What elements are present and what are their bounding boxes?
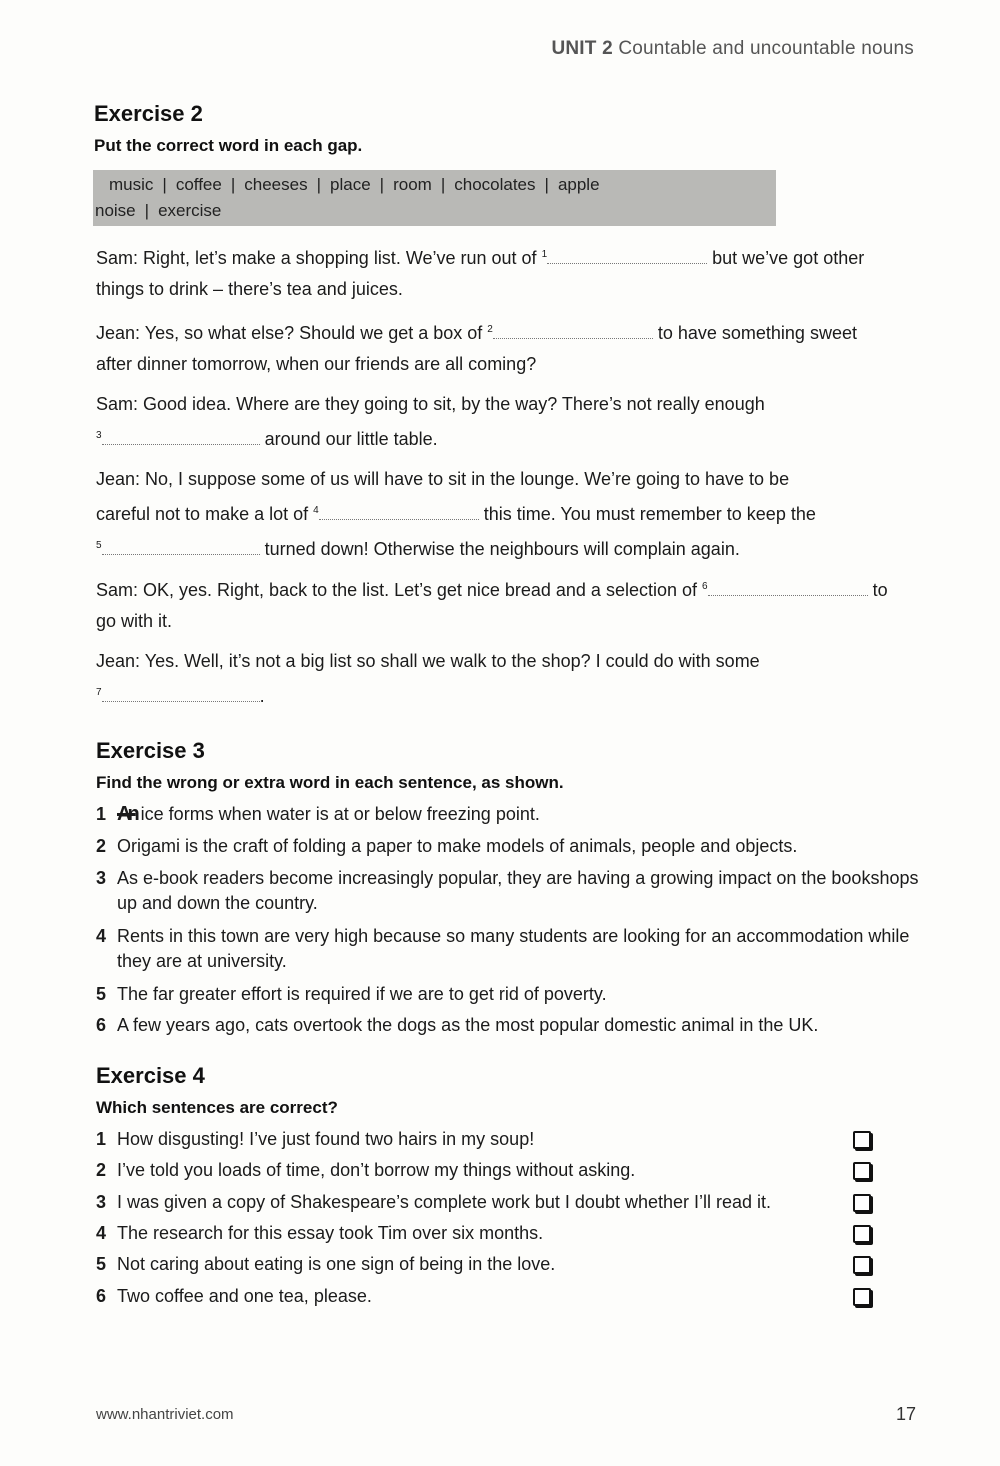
word-box-row-2: noise | exercise <box>95 201 222 220</box>
item-text: Rents in this town are very high because so many students are looking for an accommodation while they are at university. <box>117 926 910 971</box>
checkbox[interactable] <box>853 1225 871 1243</box>
item-text: ice forms when water is at or below freezing point. <box>135 804 540 824</box>
item-number: 4 <box>96 926 107 946</box>
text: Sam: OK, yes. Right, back to the list. Let’s get nice bread and a selection of <box>96 580 702 600</box>
item-number: 5 <box>96 1254 107 1274</box>
word-exercise: exercise <box>158 201 222 220</box>
exercise-4-title: Exercise 4 <box>96 1063 205 1088</box>
unit-title: Countable and uncountable nouns <box>618 38 914 59</box>
item-text: The far greater effort is required if we are to get rid of poverty. <box>117 984 607 1004</box>
text: careful not to make a lot of <box>96 504 314 524</box>
item-number: 2 <box>96 1160 107 1180</box>
dialogue-jean-1 <box>96 314 916 380</box>
item-number: 1 <box>96 1129 107 1149</box>
gap-2[interactable] <box>493 322 653 339</box>
item-text: Not caring about eating is one sign of being in the love. <box>117 1254 556 1274</box>
gap-number: 6 <box>702 581 708 592</box>
text: but we’ve got other <box>707 248 865 268</box>
text: go with it. <box>96 611 173 631</box>
crossed-word-example <box>117 803 136 825</box>
item-text: I’ve told you loads of time, don’t borrow my things without asking. <box>117 1160 636 1180</box>
item-number: 4 <box>96 1223 107 1243</box>
text: turned down! Otherwise the neighbours will complain again. <box>259 539 740 559</box>
dialogue-sam-2 <box>96 389 916 455</box>
page-number: 17 <box>895 1404 916 1424</box>
dialogue-sam-1 <box>96 239 916 305</box>
text: around our little table. <box>259 429 438 449</box>
word-coffee: coffee <box>175 175 222 194</box>
text: after dinner tomorrow, when our friends are all coming? <box>96 354 537 374</box>
gap-3[interactable] <box>102 428 260 445</box>
item-text: The research for this essay took Tim over six months. <box>117 1223 544 1243</box>
checkbox[interactable] <box>853 1288 871 1306</box>
text: . <box>259 686 265 706</box>
gap-5[interactable] <box>102 538 260 555</box>
item-number: 3 <box>96 868 107 888</box>
exercise-3-instruction: Find the wrong or extra word in each sentence, as shown. <box>96 773 564 792</box>
gap-number: 3 <box>96 430 102 441</box>
running-header <box>551 38 914 60</box>
word-box <box>93 170 776 226</box>
footer-url: www.nhantriviet.com <box>96 1406 234 1423</box>
text: Jean: Yes, so what else? Should we get a box of <box>96 323 488 343</box>
text: Jean: Yes. Well, it’s not a big list so shall we walk to the shop? I could do with some <box>96 651 760 671</box>
text: this time. You must remember to keep the <box>478 504 816 524</box>
word-room: room <box>393 175 432 194</box>
gap-4[interactable] <box>319 503 479 520</box>
word-music: music <box>109 175 154 194</box>
exercise-3-title: Exercise 3 <box>96 738 205 763</box>
dialogue-sam-3 <box>96 571 916 637</box>
exercise-2-instruction: Put the correct word in each gap. <box>94 136 363 155</box>
item-text: Two coffee and one tea, please. <box>117 1286 372 1306</box>
text: Sam: Right, let’s make a shopping list. We’ve run out of <box>96 248 542 268</box>
gap-number: 4 <box>313 505 319 516</box>
gap-number: 1 <box>541 249 548 260</box>
word-place: place <box>330 175 371 194</box>
crossed-word: An <box>117 803 136 825</box>
word-chocolates: chocolates <box>454 175 536 194</box>
word-cheeses: cheeses <box>244 175 308 194</box>
text: to <box>867 580 888 600</box>
gap-1[interactable] <box>547 247 707 264</box>
word-box-row-1: music | coffee | cheeses | place | room | chocolates | apple <box>109 175 600 194</box>
item-text: Origami is the craft of folding a paper to make models of animals, people and objects. <box>117 836 798 856</box>
item-text: A few years ago, cats overtook the dogs as the most popular domestic animal in the UK. <box>117 1015 819 1035</box>
gap-6[interactable] <box>708 579 868 596</box>
text: to have something sweet <box>652 323 857 343</box>
dialogue-jean-3 <box>96 646 916 712</box>
gap-7[interactable] <box>102 685 260 702</box>
checkbox[interactable] <box>853 1131 871 1149</box>
item-text: As e-book readers become increasingly popular, they are having a growing impact on the bookshops up and down the country. <box>117 868 919 913</box>
word-apple: apple <box>557 175 600 194</box>
item-number: 1 <box>96 804 107 824</box>
item-number: 6 <box>96 1286 107 1306</box>
item-number: 5 <box>96 984 107 1004</box>
item-number: 2 <box>96 836 107 856</box>
gap-number: 2 <box>487 324 493 335</box>
exercise-2-title: Exercise 2 <box>94 101 203 126</box>
checkbox[interactable] <box>853 1194 871 1212</box>
checkbox[interactable] <box>853 1162 871 1180</box>
text: things to drink – there’s tea and juices. <box>96 279 403 299</box>
text: Jean: No, I suppose some of us will have to sit in the lounge. We’re going to have to be <box>96 469 790 489</box>
item-number: 6 <box>96 1015 107 1035</box>
gap-number: 5 <box>96 540 102 551</box>
checkbox[interactable] <box>853 1256 871 1274</box>
text: Sam: Good idea. Where are they going to sit, by the way? There’s not really enough <box>96 394 765 414</box>
gap-number: 7 <box>96 687 102 698</box>
item-text: I was given a copy of Shakespeare’s complete work but I doubt whether I’ll read it. <box>117 1192 772 1212</box>
exercise-4-instruction: Which sentences are correct? <box>96 1098 338 1117</box>
item-number: 3 <box>96 1192 107 1212</box>
dialogue-jean-2 <box>96 464 916 565</box>
unit-label: UNIT 2 <box>551 38 613 59</box>
word-noise: noise <box>95 201 136 220</box>
item-text: How disgusting! I’ve just found two hairs in my soup! <box>117 1129 535 1149</box>
